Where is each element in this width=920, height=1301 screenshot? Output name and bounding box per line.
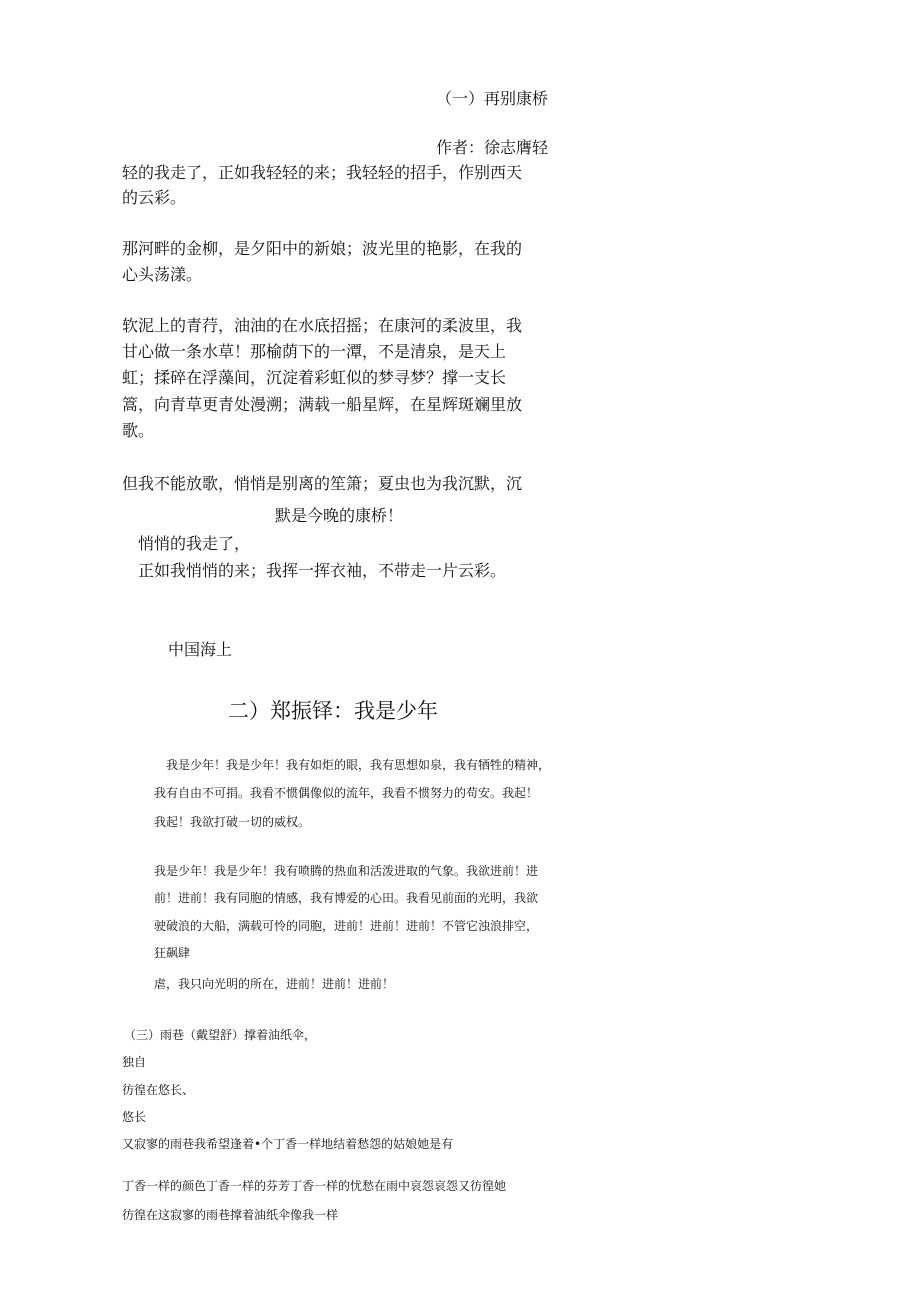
- poem2-line: 我起！我欲打破一切的威权。: [154, 815, 311, 829]
- poem2-line: 虐，我只向光明的所在，进前！进前！进前！: [154, 977, 395, 991]
- poem3-line: 又寂寥的雨巷我希望逢着•个丁香一样地结着愁怨的姑娘她是有: [122, 1137, 454, 1151]
- poem2-line: 前！进前！我有同胞的情感，我有博爱的心田。我看见前面的光明，我欲: [154, 891, 539, 905]
- poem1-author: 作者：徐志膺轻: [435, 138, 548, 157]
- poem3-line: （三）雨巷（戴望舒）撑着油纸伞，: [124, 1028, 317, 1042]
- poem1-title: （一）再别康桥: [435, 89, 548, 108]
- poem2-line: 驶破浪的大船，满载可怜的同胞，进前！进前！进前！不管它浊浪排空，: [154, 919, 539, 933]
- poem1-line: 正如我悄悄的来；我挥一挥衣袖，不带走一片云彩。: [138, 561, 507, 580]
- poem1-line: 甘心做一条水草！那榆荫下的一潭，不是清泉，是天上: [122, 342, 507, 361]
- poem2-line: 我是少年！我是少年！我有喷腾的热血和活泼进取的气象。我欲进前！进: [154, 864, 539, 878]
- poem1-line: 悄悄的我走了，: [138, 534, 251, 553]
- poem1-line: 软泥上的青荇，油油的在水底招摇；在康河的柔波里，我: [122, 316, 523, 335]
- poem2-line: 我是少年！我是少年！我有如炬的眼，我有思想如泉，我有牺牲的精神，: [166, 758, 551, 772]
- poem3-line: 悠长: [122, 1110, 147, 1124]
- poem1-line: 那河畔的金柳，是夕阳中的新娘；波光里的艳影，在我的: [122, 239, 523, 258]
- poem2-line: 狂飙肆: [154, 946, 191, 960]
- poem1-line: 的云彩。: [122, 188, 187, 207]
- poem2-line: 我有自由不可捐。我看不惯偶像似的流年，我看不惯努力的苟安。我起！: [154, 786, 539, 800]
- poem3-line: 彷徨在这寂寥的雨巷撑着油纸伞像我一样: [122, 1208, 339, 1222]
- poem1-line: 心头荡漾。: [122, 265, 203, 284]
- poem2-title: 二）郑振铎：我是少年: [228, 699, 438, 723]
- poem1-line: 默是今晚的康桥！: [275, 506, 404, 525]
- poem3-line: 丁香一样的颜色丁香一样的芬芳丁香一样的忧愁在雨中哀怨哀怨又彷徨她: [122, 1179, 507, 1193]
- poem3-line: 独自: [122, 1055, 147, 1069]
- poem1-line: 歌。: [122, 421, 155, 440]
- poem1-place: 中国海上: [168, 640, 233, 659]
- poem1-line: 轻的我走了，正如我轻轻的来；我轻轻的招手，作别西天: [122, 163, 523, 182]
- poem1-line: 虹；揉碎在浮藻间，沉淀着彩虹似的梦寻梦？撑一支长: [122, 368, 507, 387]
- poem1-line: 但我不能放歌，悄悄是别离的笙箫；夏虫也为我沉默，沉: [122, 474, 523, 493]
- poem1-line: 篙，向青草更青处漫溯；满载一船星辉，在星辉斑斓里放: [122, 395, 523, 414]
- poem3-line: 彷徨在悠长、: [122, 1083, 195, 1097]
